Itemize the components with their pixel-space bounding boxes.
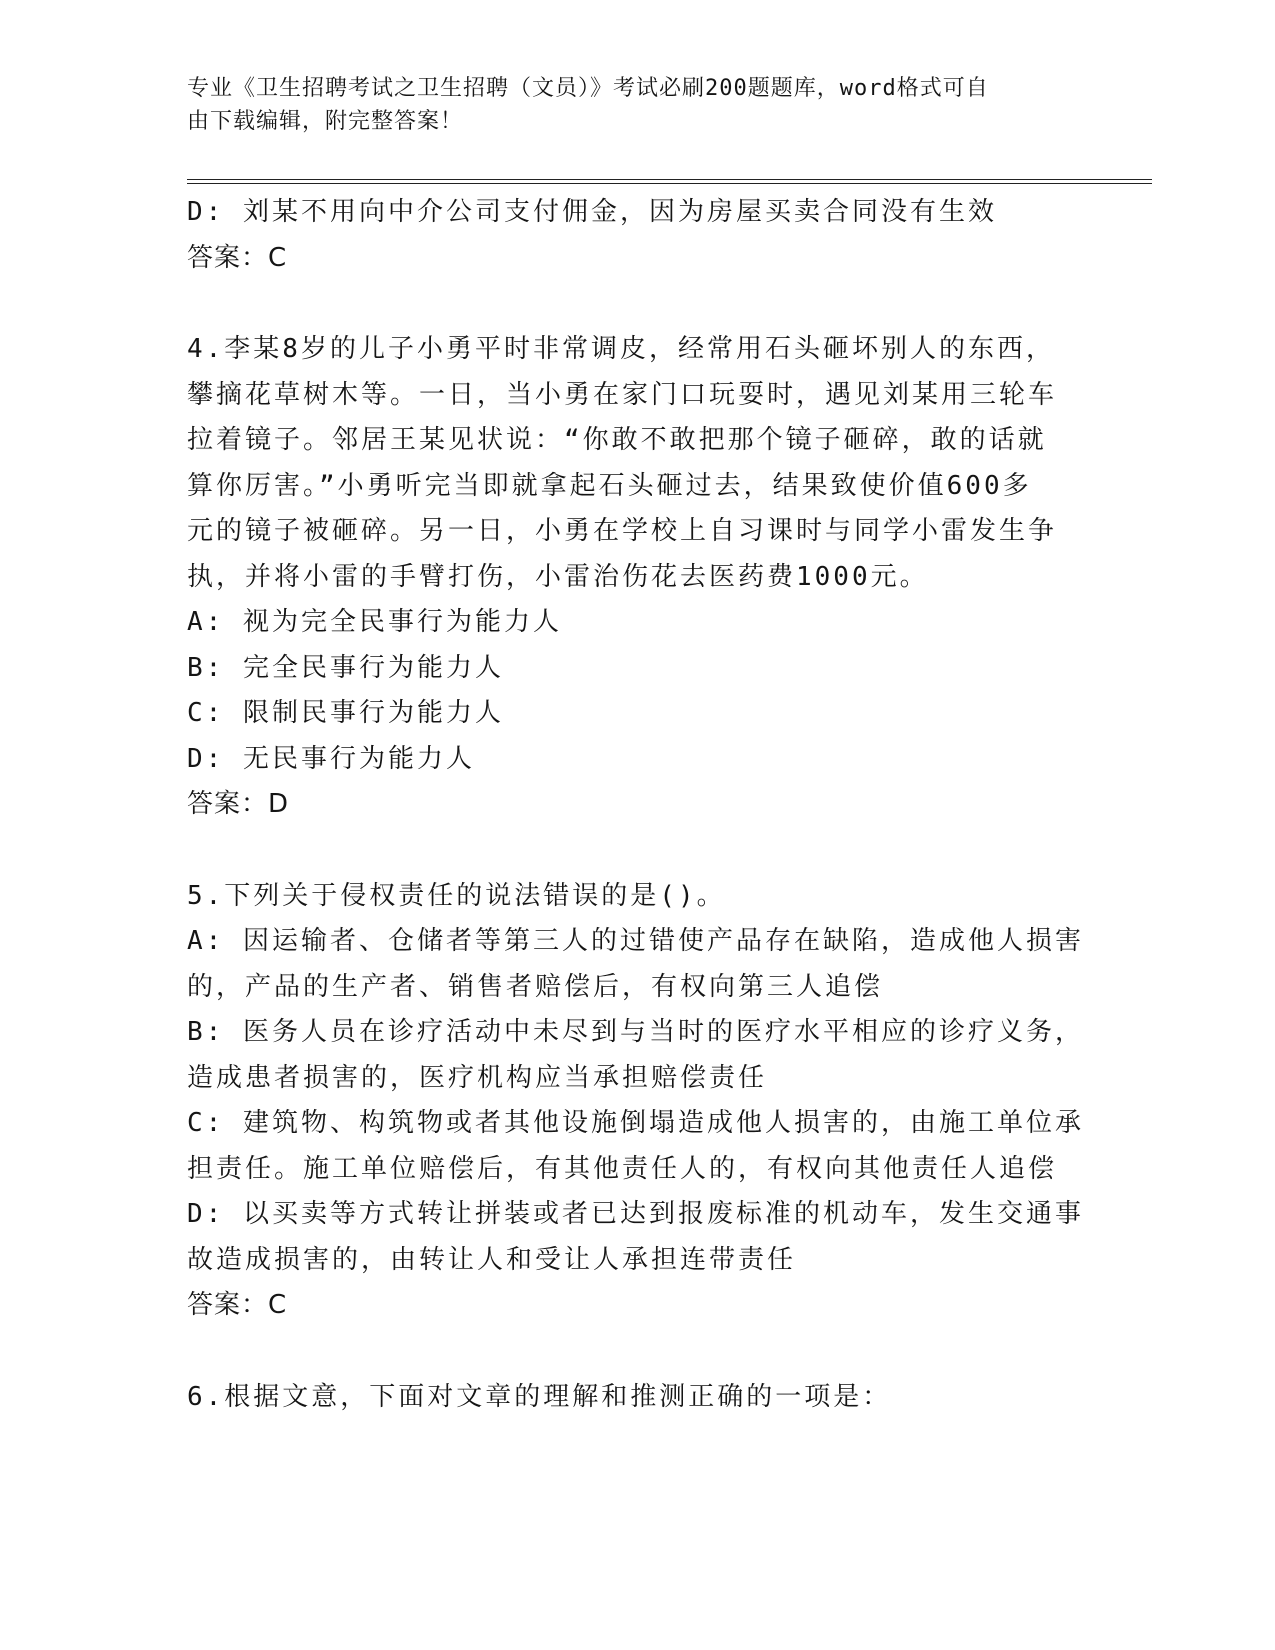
question-stem: 6.根据文意，下面对文章的理解和推测正确的一项是：: [187, 1381, 892, 1412]
question-stem-line: 4.李某8岁的儿子小勇平时非常调皮，经常用石头砸坏别人的东西，: [187, 334, 1055, 364]
option-c-line-1: C: 建筑物、构筑物或者其他设施倒塌造成他人损害的，由施工单位承: [187, 1108, 1084, 1138]
option-a-line-2: 的，产品的生产者、销售者赔偿后，有权向第三人追偿: [187, 971, 884, 1002]
option-b: B: 完全民事行为能力人: [187, 652, 504, 683]
header-divider-bottom: [187, 183, 1152, 184]
option-a: A: 视为完全民事行为能力人: [187, 607, 562, 637]
option-b-line-1: B: 医务人员在诊疗活动中未尽到与当时的医疗水平相应的诊疗义务，: [187, 1017, 1084, 1047]
question-4: [187, 327, 1087, 828]
question-stem-line: 算你厉害。”小勇听完当即就拿起石头砸过去，结果致使价值600多: [187, 470, 1032, 501]
question-6: [187, 1375, 1087, 1421]
header-divider-top: [187, 179, 1152, 180]
option-a-line-1: A: 因运输者、仓储者等第三人的过错使产品存在缺陷，造成他人损害: [187, 926, 1084, 956]
answer-line: 答案：C: [187, 242, 288, 273]
spacer: [187, 281, 1087, 327]
option-c-line-2: 担责任。施工单位赔偿后，有其他责任人的，有权向其他责任人追偿: [187, 1153, 1058, 1184]
question-stem: 5.下列关于侵权责任的说法错误的是()。: [187, 880, 726, 911]
option-b-line-2: 造成患者损害的，医疗机构应当承担赔偿责任: [187, 1062, 768, 1093]
option-c: C: 限制民事行为能力人: [187, 698, 504, 728]
answer-line: 答案：D: [187, 789, 290, 819]
spacer: [187, 828, 1087, 874]
question-stem-line: 攀摘花草树木等。一日，当小勇在家门口玩耍时，遇见刘某用三轮车: [187, 379, 1058, 410]
option-d: D: 刘某不用向中介公司支付佣金，因为房屋买卖合同没有生效: [187, 197, 997, 227]
question-stem-line: 元的镜子被砸碎。另一日，小勇在学校上自习课时与同学小雷发生争: [187, 516, 1058, 546]
question-stem-line: 执，并将小雷的手臂打伤，小雷治伤花去医药费1000元。: [187, 561, 929, 592]
answer-line: 答案：C: [187, 1290, 288, 1320]
header-line-2: 由下载编辑，附完整答案！: [187, 109, 464, 134]
document-body: [187, 190, 1087, 1420]
header-line-1: 专业《卫生招聘考试之卫生招聘（文员）》考试必刷200题题库，word格式可自: [187, 76, 989, 101]
question-5: [187, 874, 1087, 1329]
option-d-line-2: 故造成损害的，由转让人和受让人承担连带责任: [187, 1244, 797, 1275]
option-d-line-1: D: 以买卖等方式转让拼装或者已达到报废标准的机动车，发生交通事: [187, 1199, 1084, 1229]
page-header: [187, 72, 1087, 138]
spacer: [187, 1329, 1087, 1375]
question-3-tail: [187, 190, 1087, 281]
option-d: D: 无民事行为能力人: [187, 743, 475, 774]
question-stem-line: 拉着镜子。邻居王某见状说：“你敢不敢把那个镜子砸碎，敢的话就: [187, 425, 1047, 455]
